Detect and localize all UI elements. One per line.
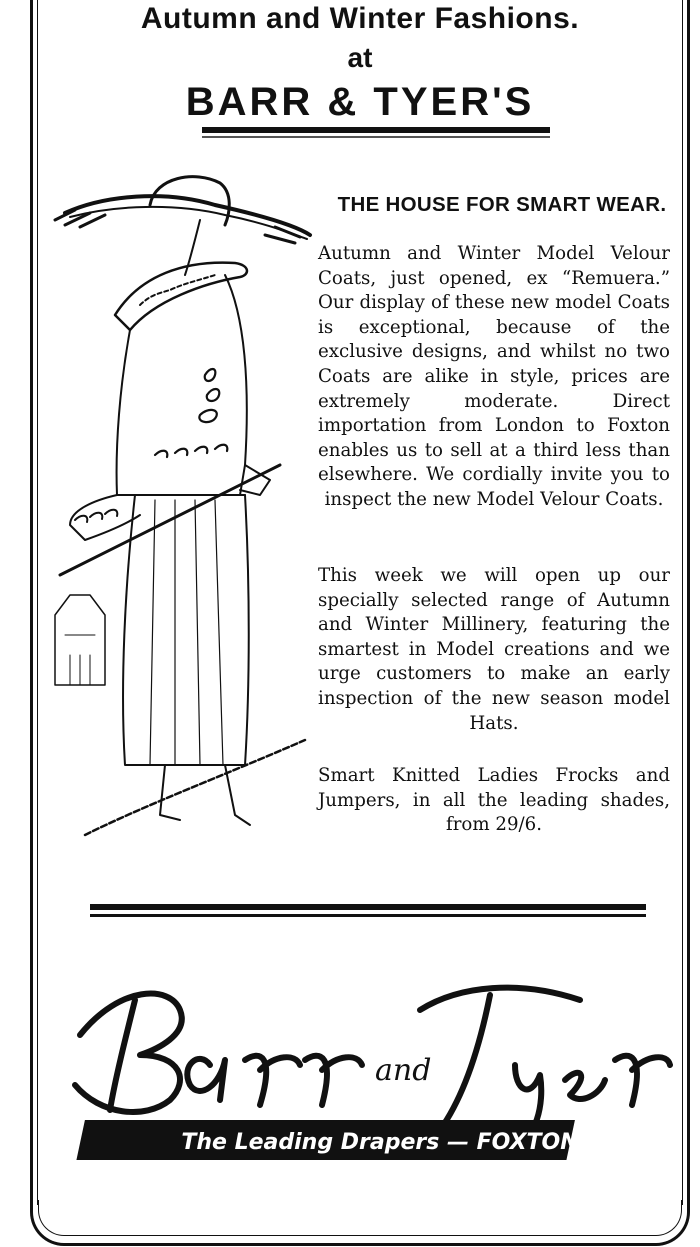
fashion-illustration xyxy=(45,165,320,850)
paragraph-velour-coats: Autumn and Winter Model Velour Coats, just opened, ex “Remuera.” Our display of these new model Coats is exceptional, because of the exclusive designs, and whilst no two Coats are alike in style, prices are extremely moderate. Direct importation from London to Foxton enables us to sell at a third less than elsewhere. We cordially invite you to inspect the new Model Velour Coats. xyxy=(318,243,670,510)
svg-text:and: and xyxy=(375,1053,432,1088)
border-right xyxy=(682,0,690,1205)
paragraph-millinery: This week we will open up our specially selected range of Autumn and Winter Millinery, featuring the smartest in Model creations and we urge customers to make an early inspection of the new season model Hats. xyxy=(318,565,670,734)
headline-store-name: BARR & TYER'S xyxy=(185,80,535,124)
divider-thin xyxy=(90,914,646,917)
tagline: THE HOUSE FOR SMART WEAR. xyxy=(337,193,667,216)
barr-and-tyer-logo xyxy=(60,955,680,1165)
paragraph-knitted-frocks: Smart Knitted Ladies Frocks and Jumpers, in all the leading shades, from 29/6. xyxy=(318,765,670,836)
border-left xyxy=(30,0,38,1205)
border-bottom-inner xyxy=(38,1200,682,1236)
headline-season: Autumn and Winter Fashions. xyxy=(140,2,580,35)
divider-thick xyxy=(90,904,646,910)
headline-underline xyxy=(202,127,550,133)
logo-banner-text: The Leading Drapers — FOXTON xyxy=(181,1130,579,1155)
headline-at: at xyxy=(347,42,373,73)
headline-underline-thin xyxy=(202,136,550,138)
